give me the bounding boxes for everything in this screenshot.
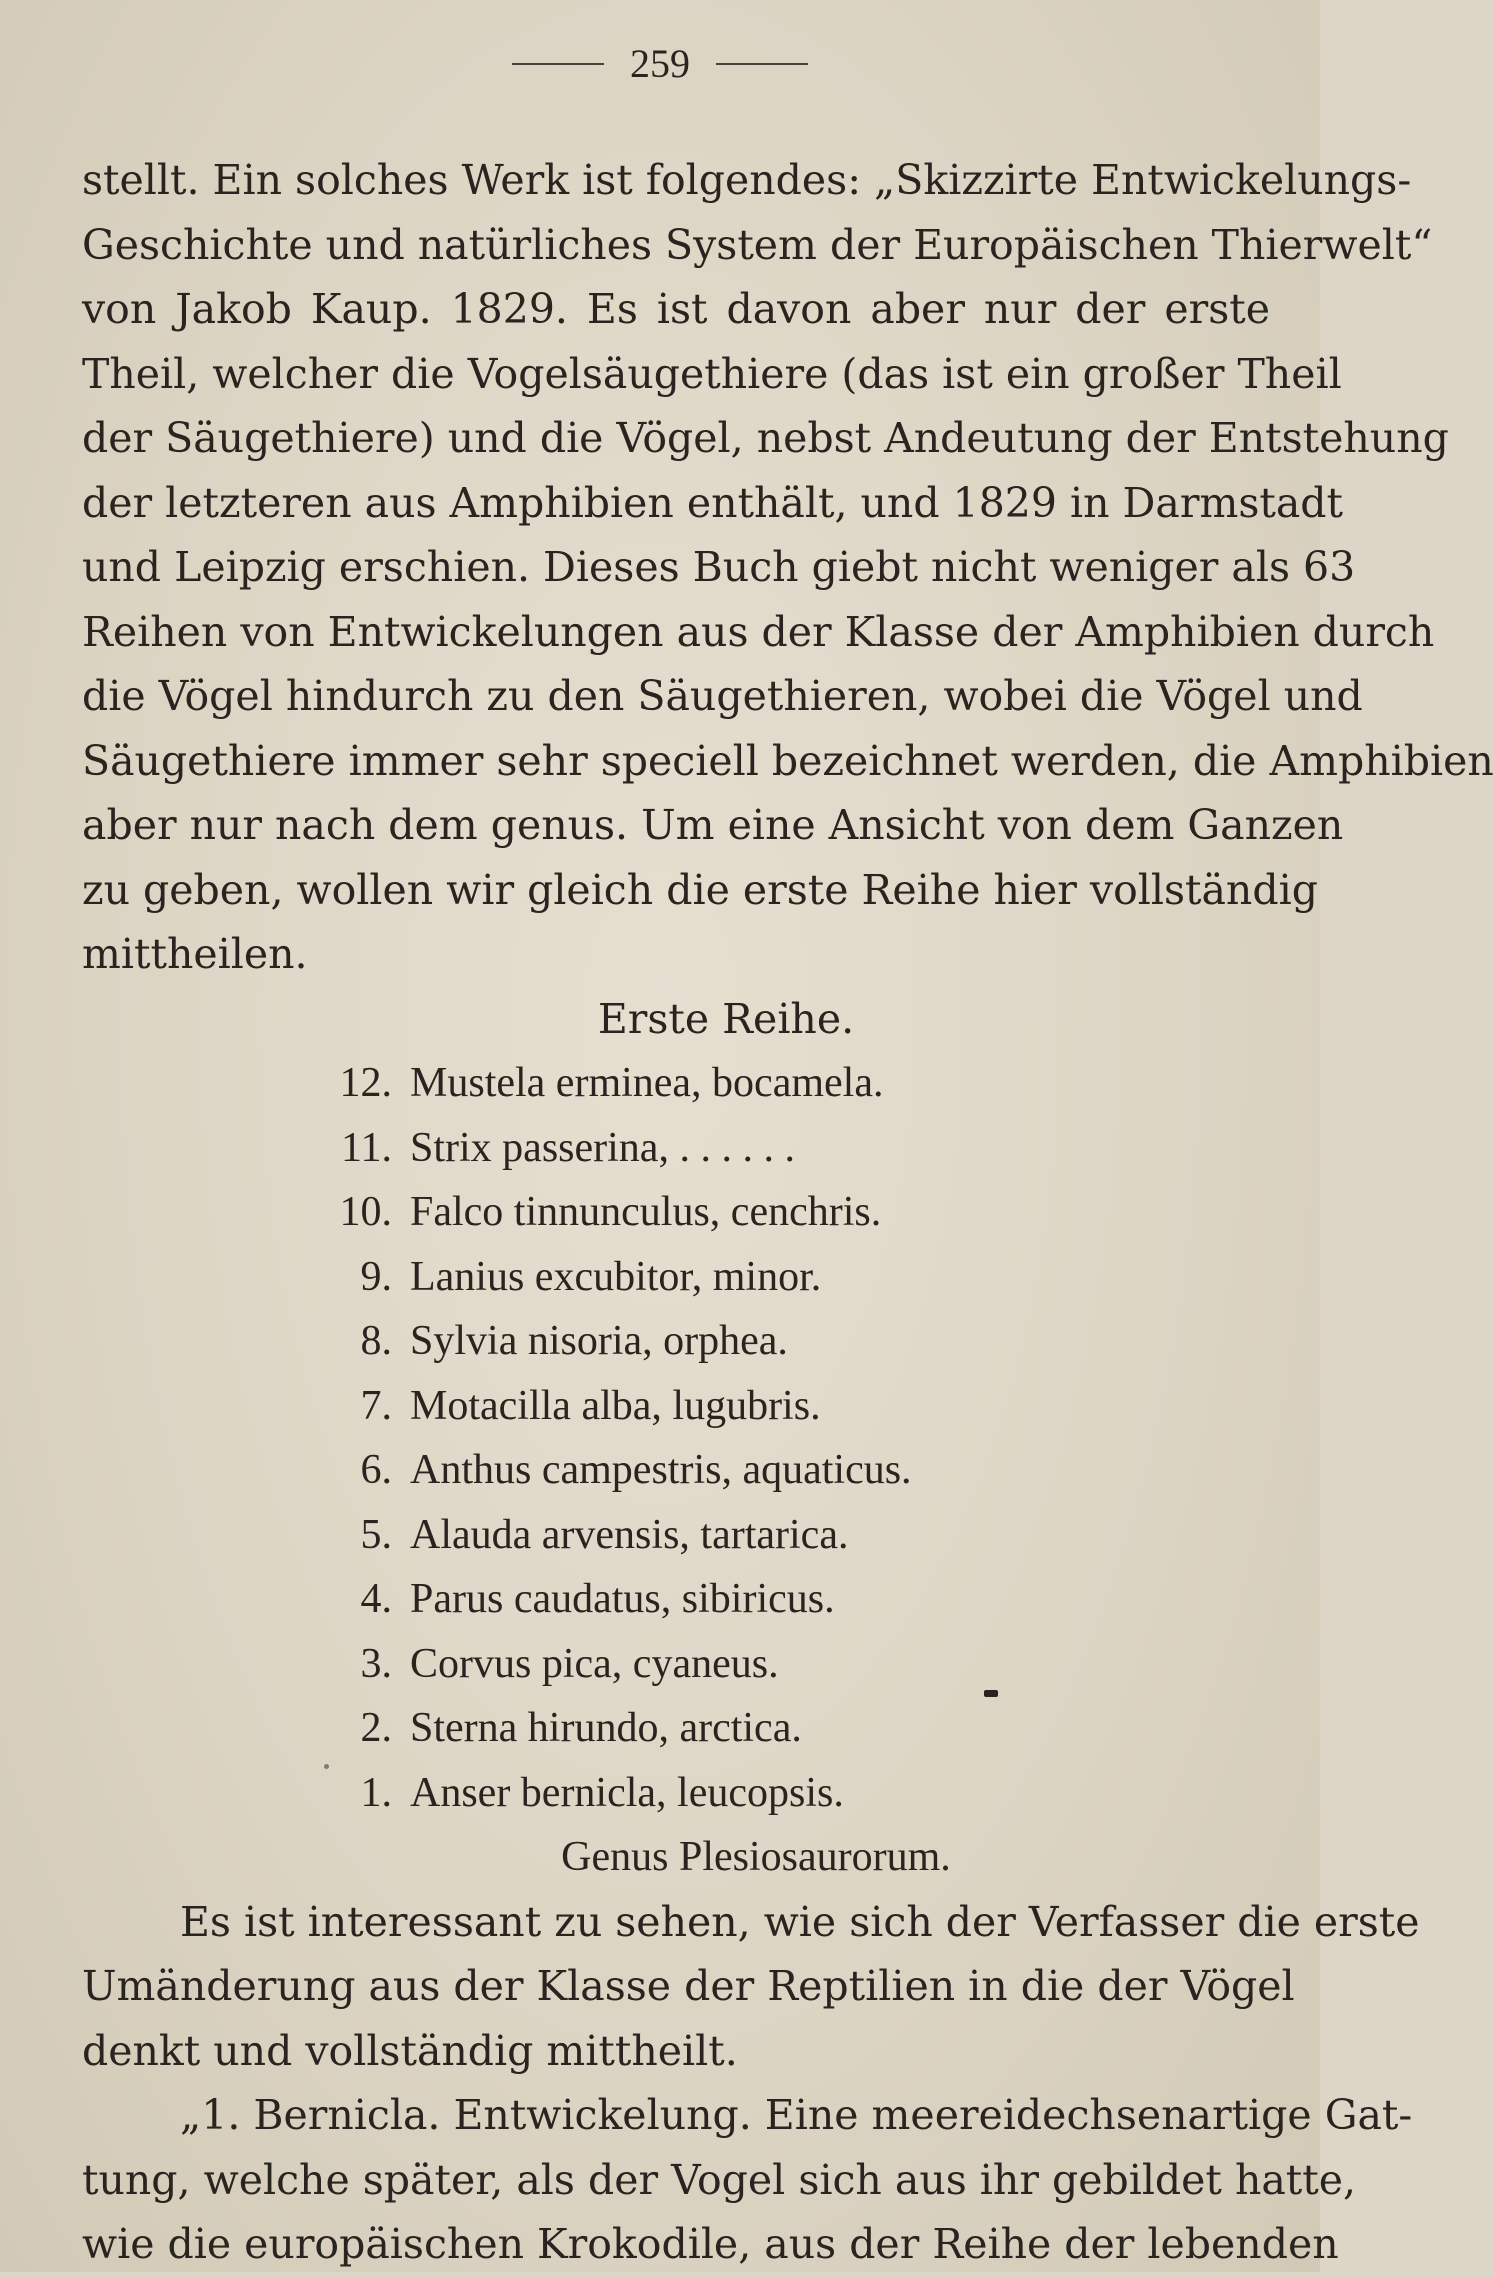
list-heading: Erste Reihe. bbox=[597, 994, 855, 1043]
list-item bbox=[82, 1374, 1270, 1439]
text-line: „1. Bernicla. Entwickelung. Eine meereidechsenartige Gat- bbox=[180, 2091, 1413, 2139]
genus-line: Genus Plesiosaurorum. bbox=[561, 1834, 951, 1880]
list-item bbox=[82, 1567, 1270, 1632]
text-line: Geschichte und natürliches System der Europäischen Thierwelt“ bbox=[82, 220, 1433, 269]
text-line: und Leipzig erschien. Dieses Buch giebt nicht weniger als 63 bbox=[82, 543, 1356, 591]
item-text: Mustela erminea, bocamela. bbox=[410, 1060, 884, 1106]
item-number: 11. bbox=[341, 1124, 392, 1171]
text-line: Umänderung aus der Klasse der Reptilien in die der Vögel bbox=[82, 1962, 1295, 2010]
list-item bbox=[82, 1632, 1270, 1697]
list-item bbox=[82, 1116, 1270, 1181]
ink-speck bbox=[324, 1764, 329, 1769]
item-text: Alauda arvensis, tartarica. bbox=[410, 1511, 849, 1558]
page-header bbox=[0, 40, 1320, 87]
item-text: Sylvia nisoria, orphea. bbox=[410, 1318, 788, 1364]
text-line: Theil, welcher die Vogelsäugethiere (das ist ein großer Theil bbox=[82, 349, 1342, 398]
paragraph-1 bbox=[82, 148, 1494, 987]
item-text: Strix passerina, . . . . . . bbox=[410, 1124, 795, 1171]
text-line: Reihen von Entwickelungen aus der Klasse der Amphibien durch bbox=[82, 607, 1435, 656]
list-item bbox=[82, 1503, 1270, 1568]
text-line: die Vögel hindurch zu den Säugethieren, wobei die Vögel und bbox=[82, 672, 1363, 720]
item-number: 4. bbox=[360, 1576, 392, 1622]
list-item bbox=[82, 1051, 1270, 1116]
text-line: wie die europäischen Krokodile, aus der Reihe der lebenden bbox=[82, 2220, 1339, 2268]
species-list bbox=[82, 1051, 1270, 1825]
list-item bbox=[82, 1245, 1270, 1310]
item-text: Motacilla alba, lugubris. bbox=[410, 1382, 821, 1429]
list-item bbox=[82, 1696, 1270, 1761]
item-text: Anser bernicla, leucopsis. bbox=[410, 1769, 844, 1816]
text-line: aber nur nach dem genus. Um eine Ansicht von dem Ganzen bbox=[82, 801, 1344, 849]
list-item bbox=[82, 1309, 1270, 1374]
text-line: tung, welche später, als der Vogel sich aus ihr gebildet hatte, bbox=[82, 2155, 1357, 2204]
item-number: 2. bbox=[360, 1705, 392, 1751]
item-number: 6. bbox=[360, 1447, 392, 1493]
list-item bbox=[82, 1438, 1270, 1503]
item-number: 10. bbox=[339, 1189, 392, 1235]
item-text: Parus caudatus, sibiricus. bbox=[410, 1576, 835, 1622]
ink-speck bbox=[984, 1690, 998, 1697]
item-number: 9. bbox=[360, 1253, 392, 1300]
item-number: 7. bbox=[360, 1382, 392, 1429]
page-number: 259 bbox=[630, 41, 690, 86]
item-number: 8. bbox=[360, 1318, 392, 1364]
header-rule-right bbox=[716, 63, 808, 65]
text-line: Es ist interessant zu sehen, wie sich der Verfasser die erste bbox=[180, 1897, 1420, 1946]
page-body bbox=[82, 148, 1494, 2277]
item-text: Corvus pica, cyaneus. bbox=[410, 1640, 779, 1687]
text-line: mittheilen. bbox=[82, 930, 308, 978]
paragraph-3 bbox=[82, 2083, 1413, 2277]
text-line: der letzteren aus Amphibien enthält, und 1829 in Darmstadt bbox=[82, 478, 1344, 527]
text-line: von Jakob Kaup. 1829. Es ist davon aber nur der erste bbox=[82, 285, 1270, 333]
item-number: 1. bbox=[360, 1769, 392, 1816]
item-text: Sterna hirundo, arctica. bbox=[410, 1705, 802, 1751]
header-rule-left bbox=[512, 63, 604, 65]
item-number: 5. bbox=[360, 1511, 392, 1558]
item-text: Lanius excubitor, minor. bbox=[410, 1253, 822, 1300]
text-line: der Säugethiere) und die Vögel, nebst Andeutung der Entstehung bbox=[82, 414, 1449, 462]
list-item bbox=[82, 1180, 1270, 1245]
paragraph-2 bbox=[82, 1890, 1420, 2084]
item-text: Falco tinnunculus, cenchris. bbox=[410, 1189, 882, 1235]
text-line: denkt und vollständig mittheilt. bbox=[82, 2026, 738, 2075]
item-number: 12. bbox=[339, 1060, 392, 1106]
text-line: Säugethiere immer sehr speciell bezeichnet werden, die Amphibien bbox=[82, 736, 1494, 785]
text-line: stellt. Ein solches Werk ist folgendes: „Skizzirte Entwickelungs- bbox=[82, 156, 1412, 204]
item-number: 3. bbox=[360, 1640, 392, 1687]
item-text: Anthus campestris, aquaticus. bbox=[410, 1447, 912, 1493]
list-item bbox=[82, 1761, 1270, 1826]
text-line: zu geben, wollen wir gleich die erste Reihe hier vollständig bbox=[82, 865, 1318, 914]
